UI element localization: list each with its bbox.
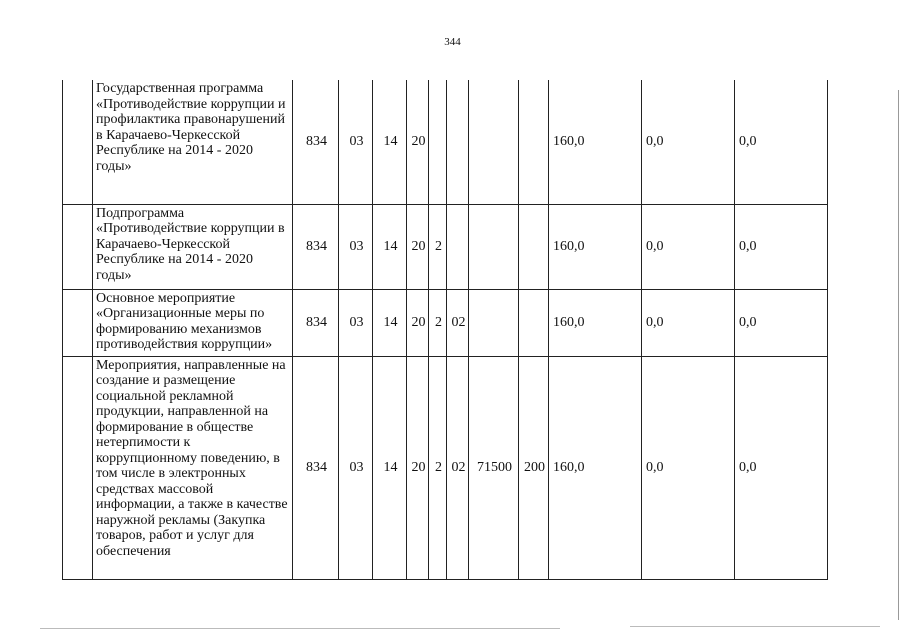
rz-cell: 03 <box>339 356 373 579</box>
sum1-cell: 160,0 <box>549 80 642 204</box>
vr-cell <box>519 204 549 289</box>
pr-cell: 14 <box>373 289 407 356</box>
rz-cell: 03 <box>339 289 373 356</box>
sum3-cell: 0,0 <box>735 80 828 204</box>
sum2-cell: 0,0 <box>642 80 735 204</box>
scan-artifact-line <box>630 626 880 627</box>
sum2-cell: 0,0 <box>642 356 735 579</box>
row-name: Мероприятия, направленные на создание и размещение социальной рекламной продукции, направленной на формирование в обществе нетерпимости к коррупционному поведению, в том числе в электронных средствах массовой информации, а также в качестве наружной рекламы (Закупка товаров, работ и услуг для обеспечения <box>93 356 293 579</box>
cs1-cell: 20 <box>407 80 429 204</box>
cs2-cell <box>429 80 447 204</box>
pr-cell: 14 <box>373 356 407 579</box>
grbs-cell: 834 <box>293 80 339 204</box>
grbs-cell: 834 <box>293 289 339 356</box>
cs3-cell: 02 <box>447 289 469 356</box>
rz-cell: 03 <box>339 204 373 289</box>
rz-cell: 03 <box>339 80 373 204</box>
cs4-cell <box>469 80 519 204</box>
sum3-cell: 0,0 <box>735 289 828 356</box>
cs4-cell <box>469 289 519 356</box>
vr-cell: 200 <box>519 356 549 579</box>
cs2-cell: 2 <box>429 289 447 356</box>
row-index-cell <box>63 204 93 289</box>
row-index-cell <box>63 80 93 204</box>
sum2-cell: 0,0 <box>642 204 735 289</box>
sum2-cell: 0,0 <box>642 289 735 356</box>
vr-cell <box>519 289 549 356</box>
cs4-cell: 71500 <box>469 356 519 579</box>
grbs-cell: 834 <box>293 204 339 289</box>
page-number: 344 <box>444 36 461 48</box>
pr-cell: 14 <box>373 80 407 204</box>
vr-cell <box>519 80 549 204</box>
row-name: Основное мероприятие «Организационные меры по формированию механизмов противодействия коррупции» <box>93 289 293 356</box>
sum1-cell: 160,0 <box>549 204 642 289</box>
cs1-cell: 20 <box>407 356 429 579</box>
cs1-cell: 20 <box>407 204 429 289</box>
row-index-cell <box>63 356 93 579</box>
row-name: Подпрограмма «Противодействие коррупции в Карачаево-Черкесской Республике на 2014 - 2020 годы» <box>93 204 293 289</box>
row-name: Государственная программа «Противодействие коррупции и профилактика правонарушений в Карачаево-Черкесской Республике на 2014 - 2020 годы» <box>93 80 293 204</box>
sum1-cell: 160,0 <box>549 356 642 579</box>
cs3-cell <box>447 204 469 289</box>
pr-cell: 14 <box>373 204 407 289</box>
cs3-cell: 02 <box>447 356 469 579</box>
budget-table <box>62 80 828 580</box>
cs3-cell <box>447 80 469 204</box>
table-row <box>63 80 828 204</box>
table-row <box>63 204 828 289</box>
table-row <box>63 289 828 356</box>
scan-artifact-line <box>40 628 560 629</box>
sum1-cell: 160,0 <box>549 289 642 356</box>
cs4-cell <box>469 204 519 289</box>
cs1-cell: 20 <box>407 289 429 356</box>
sum3-cell: 0,0 <box>735 356 828 579</box>
table-row <box>63 356 828 579</box>
cs2-cell: 2 <box>429 356 447 579</box>
row-index-cell <box>63 289 93 356</box>
scan-artifact-edge <box>898 90 899 620</box>
cs2-cell: 2 <box>429 204 447 289</box>
grbs-cell: 834 <box>293 356 339 579</box>
sum3-cell: 0,0 <box>735 204 828 289</box>
